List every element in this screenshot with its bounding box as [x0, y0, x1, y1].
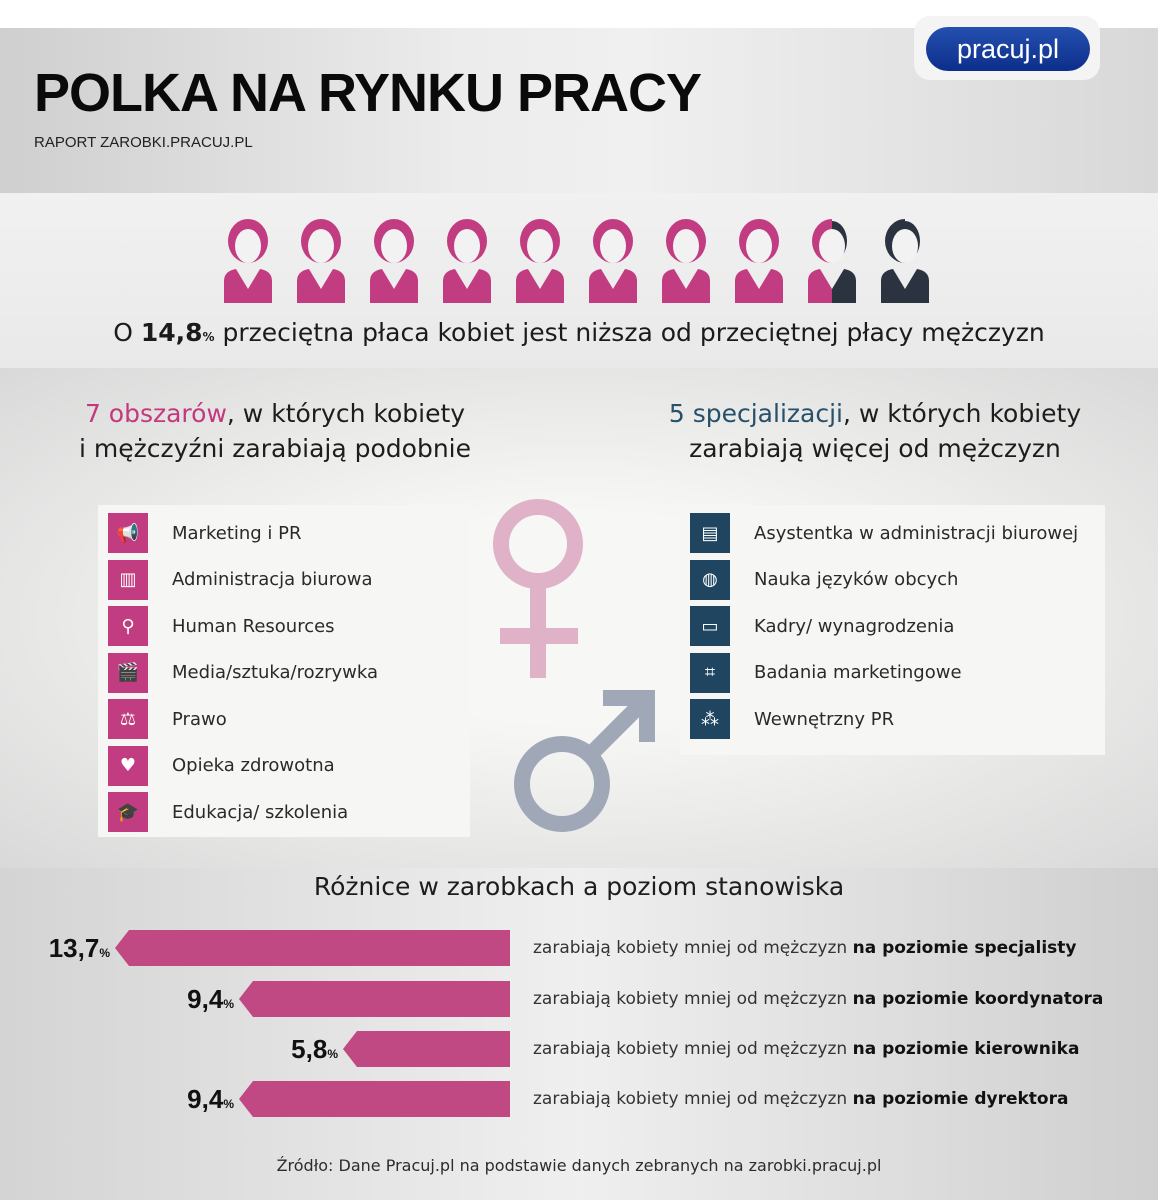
list-item-label: Marketing i PR — [172, 522, 302, 544]
binders-icon: ▥ — [108, 560, 148, 600]
level-description: zarabiają kobiety mniej od mężczyzn na poziomie koordynatora — [533, 989, 1104, 1009]
woman-icon — [514, 219, 566, 303]
list-item-label: Opieka zdrowotna — [172, 755, 335, 776]
list-item-label: Human Resources — [172, 615, 335, 637]
list-item — [108, 653, 378, 693]
similar-pay-list — [98, 505, 470, 837]
page-subtitle: RAPORT ZAROBKI.PRACUJ.PL — [34, 134, 253, 151]
page-title: POLKA NA RYNKU PRACY — [34, 63, 702, 123]
list-item-label: Edukacja/ szkolenia — [172, 801, 349, 823]
woman-icon — [587, 219, 639, 303]
list-item — [108, 513, 302, 553]
list-item — [108, 792, 348, 832]
list-item — [108, 606, 335, 646]
woman-icon — [441, 219, 493, 303]
id-card-icon: ▭ — [690, 606, 730, 646]
level-value: 9,4% — [187, 984, 234, 1014]
list-item — [108, 560, 373, 600]
gavel-icon: ⚖ — [108, 699, 148, 739]
presentation-chart-icon: ⌗ — [690, 653, 730, 693]
level-description: zarabiają kobiety mniej od mężczyzn na poziomie kierownika — [533, 1039, 1080, 1059]
gap-headline: O 14,8% przeciętna płaca kobiet jest niższa od przeciętnej płacy mężczyzn — [113, 318, 1045, 347]
graduation-cap-icon: 🎓 — [108, 792, 148, 832]
document-clock-icon: ▤ — [690, 513, 730, 553]
female-symbol-icon — [488, 498, 588, 683]
level-row — [0, 981, 1158, 1017]
globe-icon: ◍ — [690, 560, 730, 600]
man-icon — [879, 219, 931, 303]
org-chart-icon: ⁂ — [690, 699, 730, 739]
list-item-label: Kadry/ wynagrodzenia — [754, 615, 955, 637]
list-item — [108, 746, 335, 786]
male-symbol-icon — [505, 688, 660, 840]
magnifier-person-icon: ⚲ — [108, 606, 148, 646]
list-item-label: Administracja biurowa — [172, 569, 373, 590]
half-woman-half-man-icon — [806, 219, 858, 303]
clapperboard-icon: 🎬 — [108, 653, 148, 693]
megaphone-icon: 📢 — [108, 513, 148, 553]
list-item — [690, 513, 1078, 553]
level-value: 9,4% — [187, 1084, 234, 1114]
level-bar — [239, 981, 510, 1017]
women-earn-more-list — [680, 505, 1105, 755]
level-bar — [239, 1081, 510, 1117]
level-description: zarabiają kobiety mniej od mężczyzn na poziomie specjalisty — [533, 938, 1077, 958]
level-row — [0, 930, 1158, 966]
level-bar — [115, 930, 510, 966]
woman-icon — [733, 219, 785, 303]
list-item — [690, 606, 954, 646]
list-item-label: Badania marketingowe — [754, 662, 962, 683]
list-item-label: Nauka języków obcych — [754, 569, 959, 590]
list-item-label: Wewnętrzny PR — [754, 708, 895, 730]
level-row — [0, 1081, 1158, 1117]
level-row — [0, 1031, 1158, 1067]
woman-icon — [660, 219, 712, 303]
woman-icon — [295, 219, 347, 303]
level-description: zarabiają kobiety mniej od mężczyzn na poziomie dyrektora — [533, 1089, 1069, 1109]
pracuj-logo[interactable]: pracuj.pl — [926, 27, 1090, 71]
right-column-title: 5 specjalizacji, w których kobiety zarabiają więcej od mężczyzn — [668, 399, 1082, 463]
woman-icon — [368, 219, 420, 303]
health-monitor-icon: ♥ — [108, 746, 148, 786]
list-item — [108, 699, 227, 739]
woman-icon — [222, 219, 274, 303]
list-item — [690, 699, 894, 739]
list-item — [690, 653, 962, 693]
level-value: 5,8% — [291, 1034, 338, 1064]
level-bar — [343, 1031, 510, 1067]
list-item — [690, 560, 958, 600]
source-note: Źródło: Dane Pracuj.pl na podstawie danych zebranych na zarobki.pracuj.pl — [276, 1156, 882, 1175]
left-column-title: 7 obszarów, w których kobiety i mężczyźni zarabiają podobnie — [78, 399, 472, 463]
list-item-label: Prawo — [172, 708, 227, 730]
list-item-label: Asystentka w administracji biurowej — [754, 522, 1079, 544]
level-value: 13,7% — [48, 933, 110, 963]
list-item-label: Media/sztuka/rozrywka — [172, 662, 378, 683]
levels-title: Różnice w zarobkach a poziom stanowiska — [313, 872, 845, 901]
